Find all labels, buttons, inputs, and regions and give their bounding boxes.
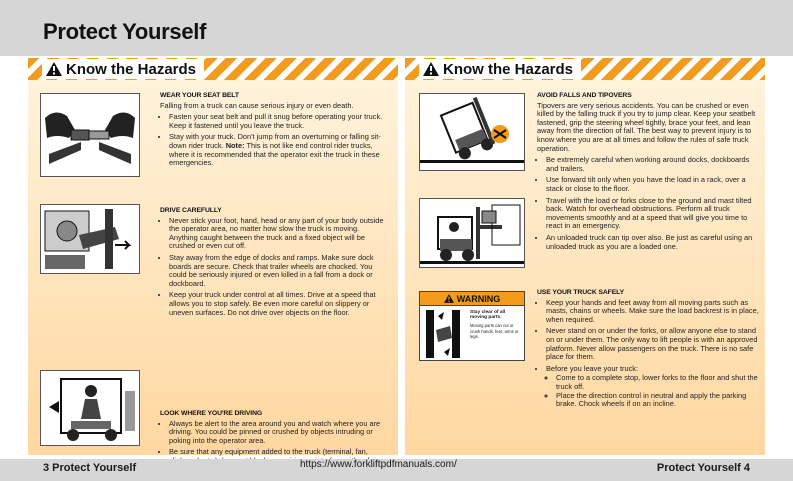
sub-list-item: ◦ Come to a complete stop, lower forks to the floor and shut the truck off. <box>556 374 759 391</box>
left-page <box>28 58 398 455</box>
list-item: • Always be alert to the area around you and watch where you are driving. You could be pinned or crushed by objects intruding or poking into the operator area. <box>169 420 386 446</box>
section-use-truck-safely <box>537 289 759 412</box>
banner-text: Know the Hazards <box>443 60 574 78</box>
list-item: • Stay away from the edge of docks and ramps. Make sure dock boards are secure. Check that trailer wheels are chocked. You could be seriously injured or even killed in a fall from a dock or dockboard. <box>169 254 386 288</box>
note-text: This is not like end control rider trucks, where it is recommended that the operator exit the truck in these emergencies. <box>169 140 380 168</box>
list-item <box>169 133 386 167</box>
hazard-banner <box>405 58 765 80</box>
list-item-text: Stay with your truck. Don't jump from an overturning or falling sit-down rider truck. <box>169 132 381 150</box>
list-item: • Be extremely careful when working around docks, dockboards and trailers. <box>546 156 759 173</box>
warning-title: WARNING <box>456 293 501 304</box>
hazard-label <box>419 59 581 79</box>
warning-triangle-icon <box>444 294 454 303</box>
list-item-text: Before you leave your truck: <box>546 363 639 373</box>
section-wear-seat-belt <box>160 92 386 171</box>
list-item: • Never stick your foot, hand, head or any part of your body outside the operator area, no matter how slow the truck is moving. Anything caught between the truck and a fixed object will be crushed or even cut off. <box>169 217 386 251</box>
list-item: • Keep your truck under control at all times. Drive at a speed that allows you to stop safely. Be even more careful on slippery or uneven surfaces. Do not drive over objects on the floor. <box>169 291 386 317</box>
list-item: • Keep your hands and feet away from all moving parts such as masts, chains or wheels. Make sure the load backrest is in place, when required. <box>546 299 759 325</box>
list-item <box>546 365 759 409</box>
section-drive-carefully <box>160 207 386 320</box>
hazard-banner <box>28 58 398 80</box>
banner-text: Know the Hazards <box>66 60 197 78</box>
list-item: • Be sure that any equipment added to the truck (terminal, fan, <box>169 448 386 474</box>
warning-decal-body <box>420 306 524 361</box>
right-page-number: Protect Yourself 4 <box>656 462 750 474</box>
warning-decal-header <box>420 292 524 306</box>
tipover-illustration <box>419 93 525 171</box>
note-label: Note: <box>225 140 245 150</box>
warning-line1: Stay clear of all moving parts. <box>470 310 506 321</box>
list-item: • Use forward tilt only when you have the load in a rack, over a stack or close to the floor. <box>546 176 759 193</box>
right-page <box>405 58 765 455</box>
section-heading: LOOK WHERE YOU'RE DRIVING <box>160 410 263 417</box>
forward-tilt-illustration <box>419 198 525 268</box>
list-item: • Never stand on or under the forks, or allow anyone else to stand on or under them. The only way to lift people is with an approved platform. Never allow passengers on the truck. There is no safe place for them. <box>546 327 759 361</box>
list-item: • An unloaded truck can tip over also. Be just as careful using an unloaded truck as you are a loaded one. <box>546 234 759 251</box>
footer-bar <box>0 459 793 481</box>
list-item: • Travel with the load or forks close to the ground and mast tilted back. Watch for overhead obstructions. Perform all truck movements smoothly and at a speed that will give you time to react in an emergency. <box>546 197 759 231</box>
warning-decal <box>419 291 525 361</box>
hand-crush-icon <box>422 308 468 360</box>
section-heading: WEAR YOUR SEAT BELT <box>160 92 239 99</box>
section-heading: AVOID FALLS AND TIPOVERS <box>537 92 632 99</box>
warning-message <box>470 310 522 339</box>
source-url[interactable]: https://www.forkliftpdfmanuals.com/ <box>300 459 457 470</box>
header-bar <box>0 0 793 56</box>
section-intro: Tipovers are very serious accidents. You can be crushed or even killed by the falling truck if you try to jump clear. Keep your seatbelt fastened, grip the steering wheel tightly, brace your feet, and lean away from the direction of fall. The best way to prevent injury is to know where you are at all times and follow the rules of safe truck operation. <box>537 100 756 153</box>
section-heading: USE YOUR TRUCK SAFELY <box>537 289 625 296</box>
hazard-label <box>42 59 204 79</box>
left-page-number: 3 Protect Yourself <box>43 462 137 474</box>
warning-triangle-icon <box>46 62 62 76</box>
section-heading: DRIVE CAREFULLY <box>160 207 222 214</box>
crush-hazard-illustration <box>40 204 140 274</box>
sub-list-item: ◦ Place the direction control in neutral and apply the parking brake. Chock wheels if on an incline. <box>556 392 759 409</box>
list-item: • Fasten your seat belt and pull it snug before operating your truck. Keep it fastened until you leave the truck. <box>169 113 386 130</box>
section-intro: Falling from a truck can cause serious injury or even death. <box>160 100 354 110</box>
page-title: Protect Yourself <box>43 19 207 44</box>
pinned-operator-illustration <box>40 370 140 446</box>
seatbelt-illustration <box>40 93 140 177</box>
warning-line2: Moving parts can cut or crush hands, feet, arms or legs. <box>470 323 519 339</box>
section-avoid-falls-tipovers <box>537 92 759 254</box>
warning-triangle-icon <box>423 62 439 76</box>
sub-list <box>546 374 759 408</box>
